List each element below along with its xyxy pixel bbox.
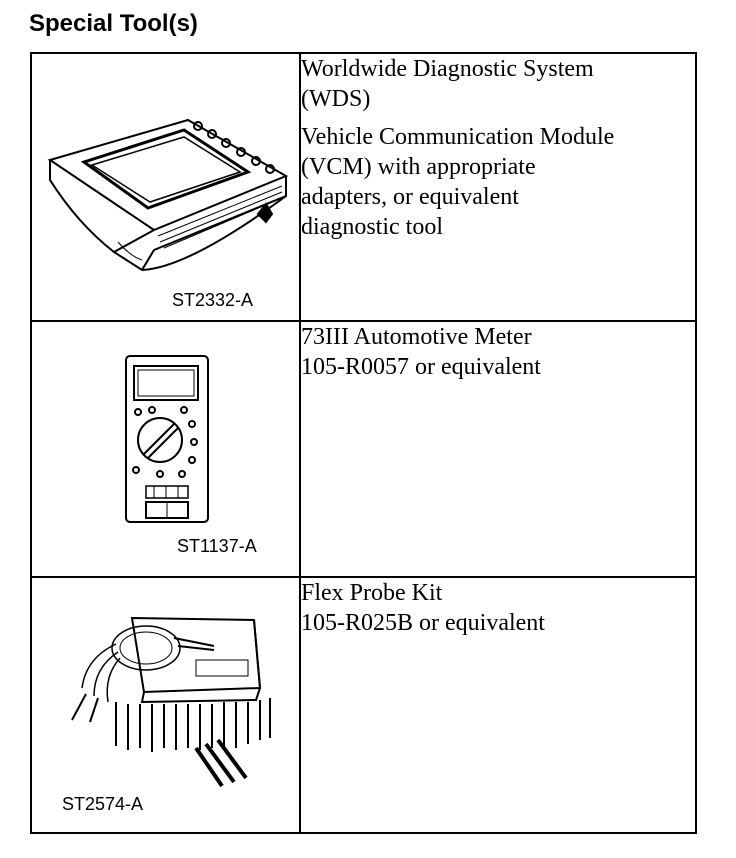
tool-figure-cell: [31, 577, 300, 833]
tool-row: [31, 577, 696, 833]
tool-description-block: [301, 578, 695, 638]
tool-description-block: [301, 322, 695, 382]
tool-description-line: (WDS): [301, 86, 371, 112]
figure-label: ST2332-A: [172, 290, 254, 310]
tool-row: [31, 321, 696, 577]
tool-description-line: adapters, or equivalent: [301, 184, 519, 210]
tool-description-line: Flex Probe Kit: [301, 580, 443, 606]
tool-figure-cell: [31, 321, 300, 577]
multimeter-icon: [120, 350, 220, 540]
tool-row: [31, 53, 696, 321]
tool-description-block: [301, 54, 695, 114]
tool-description-line: 105-R025B or equivalent: [301, 610, 545, 636]
tool-description-cell: [300, 53, 696, 321]
tool-description-line: (VCM) with appropriate: [301, 154, 536, 180]
figure-label: ST2574-A: [62, 794, 144, 814]
probe-kit-icon: [46, 598, 286, 798]
figure-label: ST1137-A: [177, 536, 257, 556]
tool-description-line: 105-R0057 or equivalent: [301, 354, 541, 380]
tool-description-line: diagnostic tool: [301, 214, 443, 240]
tool-description-line: Vehicle Communication Module: [301, 124, 615, 150]
special-tools-table: [30, 52, 697, 834]
diagnostic-scanner-icon: [38, 64, 298, 294]
page-title: Special Tool(s): [29, 10, 198, 37]
tool-description-cell: [300, 577, 696, 833]
tool-description-cell: [300, 321, 696, 577]
tool-description-block: [301, 122, 695, 242]
tool-figure-cell: [31, 53, 300, 321]
tool-description-line: Worldwide Diagnostic System: [301, 56, 594, 82]
tool-description-line: 73III Automotive Meter: [301, 324, 532, 350]
